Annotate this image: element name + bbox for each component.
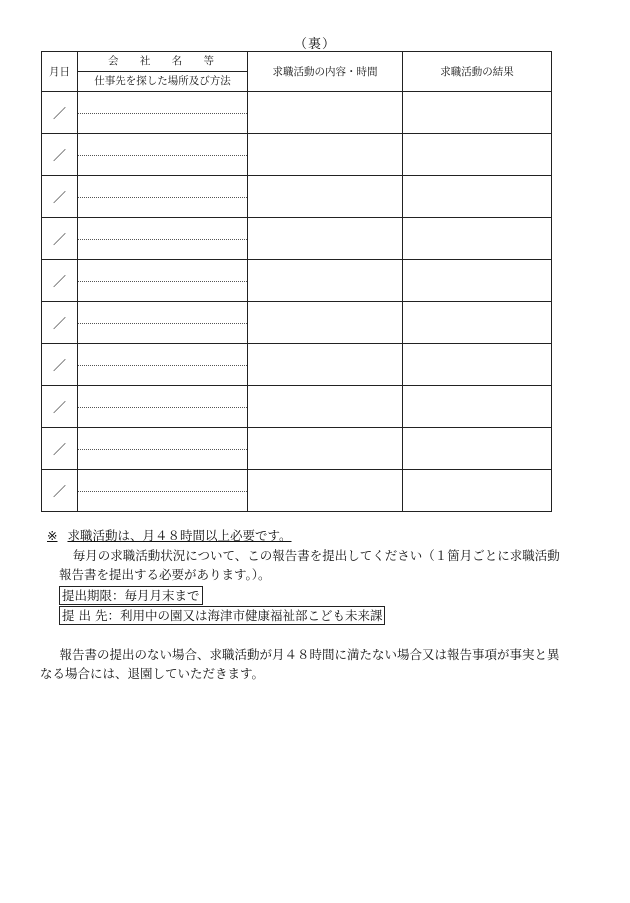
activity-result-field[interactable] [403,302,552,344]
company-name-field[interactable] [78,470,247,492]
search-method-field[interactable] [78,114,247,133]
company-cell [78,134,248,176]
table-row [42,134,552,176]
table-row [42,176,552,218]
deadline-box: 提出期限：毎月月末まで [59,586,203,605]
submission-instruction [47,546,607,585]
job-search-activity-table [41,51,552,512]
page-side-label: （裏） [293,37,336,52]
date-cell[interactable] [42,92,78,134]
search-method-field[interactable] [78,282,247,301]
activity-result-field[interactable] [403,428,552,470]
date-slash: ／ [52,443,66,458]
search-method-field[interactable] [78,156,247,175]
company-cell [78,176,248,218]
company-cell [78,302,248,344]
activity-content-field[interactable] [248,218,403,260]
table-row [42,428,552,470]
company-name-field[interactable] [78,428,247,450]
table-row [42,218,552,260]
activity-content-field[interactable] [248,176,403,218]
date-cell[interactable] [42,302,78,344]
activity-content-field[interactable] [248,302,403,344]
date-cell[interactable] [42,428,78,470]
date-cell[interactable] [42,386,78,428]
withdrawal-notice [40,645,607,684]
activity-content-field[interactable] [248,428,403,470]
table-row [42,344,552,386]
search-method-field[interactable] [78,324,247,343]
withdrawal-notice-line1: 報告書の提出のない場合、求職活動が月４８時間に満たない場合又は報告事項が事実と異 [59,646,560,662]
header-company [78,52,248,92]
search-method-field[interactable] [78,408,247,427]
date-slash: ／ [52,485,66,500]
company-cell [78,470,248,512]
activity-content-field[interactable] [248,92,403,134]
withdrawal-notice-line2: なる場合には、退園していただきます。 [40,666,265,681]
company-cell [78,428,248,470]
company-cell [78,344,248,386]
date-slash: ／ [52,359,66,374]
activity-result-field[interactable] [403,386,552,428]
date-cell[interactable] [42,176,78,218]
company-name-field[interactable] [78,302,247,324]
company-name-field[interactable] [78,92,247,114]
activity-result-field[interactable] [403,260,552,302]
date-slash: ／ [52,401,66,416]
company-name-field[interactable] [78,386,247,408]
note-title [47,526,607,546]
header-search-method: 仕事先を探した場所及び方法 [94,75,231,87]
activity-result-field[interactable] [403,134,552,176]
table-body [42,92,552,512]
company-cell [78,260,248,302]
company-cell [78,386,248,428]
activity-content-field[interactable] [248,134,403,176]
header-company-name: 会 社 名 等 [78,52,247,72]
company-name-field[interactable] [78,134,247,156]
company-name-field[interactable] [78,176,247,198]
date-cell[interactable] [42,134,78,176]
table-row [42,386,552,428]
date-slash: ／ [52,149,66,164]
activity-content-field[interactable] [248,470,403,512]
date-slash: ／ [52,275,66,290]
submission-boxes [47,585,607,625]
company-name-field[interactable] [78,344,247,366]
date-cell[interactable] [42,260,78,302]
notes-section [40,526,607,684]
note-mark: ※ [47,528,58,543]
search-method-field[interactable] [78,198,247,217]
activity-result-field[interactable] [403,176,552,218]
company-name-field[interactable] [78,260,247,282]
date-cell[interactable] [42,470,78,512]
activity-content-field[interactable] [248,386,403,428]
submission-instruction-line1: 毎月の求職活動状況について、この報告書を提出してください（１箇月ごとに求職活動 [72,547,560,563]
date-slash: ／ [52,233,66,248]
table-row [42,302,552,344]
destination-box: 提 出 先：利用中の園又は海津市健康福祉部こども未来課 [59,606,385,625]
table-row [42,260,552,302]
date-slash: ／ [52,317,66,332]
date-slash: ／ [52,191,66,206]
search-method-field[interactable] [78,366,247,385]
header-activity-content: 求職活動の内容・時間 [248,52,403,92]
company-name-field[interactable] [78,218,247,240]
activity-content-field[interactable] [248,260,403,302]
activity-result-field[interactable] [403,218,552,260]
activity-content-field[interactable] [248,344,403,386]
activity-result-field[interactable] [403,470,552,512]
search-method-field[interactable] [78,240,247,259]
date-cell[interactable] [42,344,78,386]
header-activity-result: 求職活動の結果 [403,52,552,92]
activity-result-field[interactable] [403,344,552,386]
header-date: 月日 [42,52,78,92]
activity-result-field[interactable] [403,92,552,134]
date-slash: ／ [52,107,66,122]
table-row [42,92,552,134]
date-cell[interactable] [42,218,78,260]
note-title-text: 求職活動は、月４８時間以上必要です。 [67,528,292,543]
submission-instruction-line2: 報告書を提出する必要があります。）。 [59,567,271,582]
company-cell [78,218,248,260]
table-row [42,470,552,512]
search-method-field[interactable] [78,450,247,469]
company-cell [78,92,248,134]
search-method-field[interactable] [78,492,247,511]
